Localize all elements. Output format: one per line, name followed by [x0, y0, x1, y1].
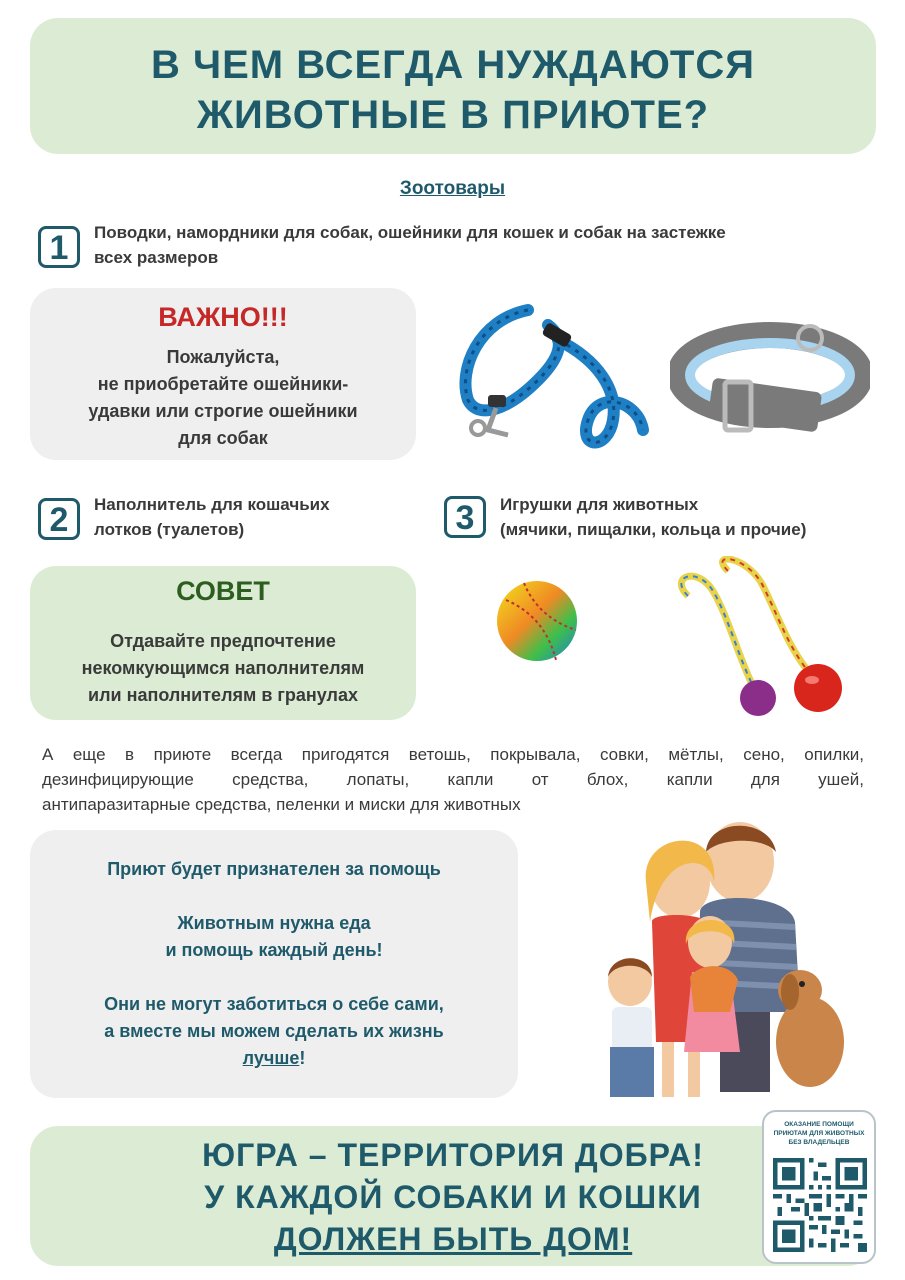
tip-box: [30, 566, 416, 720]
important-line1: Пожалуйста,: [166, 347, 280, 367]
page-title: [30, 40, 876, 140]
thanks-text: [30, 856, 518, 1072]
footer-slogan: [30, 1134, 876, 1260]
thanks-line1: Приют будет признателен за помощь: [107, 859, 441, 879]
thanks-line3: и помощь каждый день!: [165, 940, 383, 960]
item-text-1-line2: всех размеров: [94, 248, 219, 267]
item-number-2: 2: [38, 498, 80, 540]
extra-line1: А еще в приюте всегда пригодятся ветошь, покрывала, совки, мётлы, сено, опилки,: [42, 745, 864, 764]
item-text-2-line2: лотков (туалетов): [94, 520, 245, 539]
footer-line3: ДОЛЖЕН БЫТЬ ДОМ!: [273, 1221, 633, 1257]
thanks-line4: Они не могут заботиться о себе сами,: [104, 994, 444, 1014]
section-heading: Зоотовары: [399, 178, 506, 199]
thanks-box: [30, 830, 518, 1098]
important-line2: не приобретайте ошейники-: [97, 374, 349, 394]
important-line3: удавки или строгие ошейники: [88, 401, 358, 421]
item-number-3: 3: [444, 496, 486, 538]
qr-caption-line2: ПРИЮТАМ ДЛЯ ЖИВОТНЫХ: [773, 1130, 865, 1137]
extra-line2: дезинфицирующие средства, лопаты, капли от блох, капли для ушей,: [42, 770, 864, 789]
footer-line1: ЮГРА – ТЕРРИТОРИЯ ДОБРА!: [202, 1137, 704, 1173]
tip-text: [30, 628, 416, 709]
extra-paragraph: [42, 742, 864, 817]
family-illustration: [590, 812, 870, 1110]
page-title-line1: В ЧЕМ ВСЕГДА НУЖДАЮТСЯ: [151, 43, 755, 87]
item-text-3-line1: Игрушки для животных: [500, 495, 699, 514]
rope-toy-image: [658, 556, 848, 726]
extra-line3: антипаразитарные средства, пеленки и миски для животных: [42, 795, 521, 814]
ball-toy-image: [494, 578, 580, 664]
thanks-line5: а вместе мы можем сделать их жизнь: [104, 1021, 444, 1041]
footer-banner: [30, 1126, 876, 1266]
qr-caption-line3: БЕЗ ВЛАДЕЛЬЦЕВ: [788, 1139, 850, 1146]
qr-code-icon[interactable]: [773, 1158, 867, 1252]
thanks-line6: [30, 1045, 518, 1072]
important-box: [30, 288, 416, 460]
header-banner: [30, 18, 876, 154]
item-text-2: [94, 492, 414, 542]
leash-image: [448, 300, 658, 460]
tip-line3: или наполнителям в гранулах: [88, 685, 358, 705]
item-number-1: 1: [38, 226, 80, 268]
collar-image: [670, 320, 870, 450]
item-text-3: [500, 492, 890, 542]
important-line4: для собак: [178, 428, 268, 448]
item-text-1-line1: Поводки, намордники для собак, ошейники для кошек и собак на застежке: [94, 223, 726, 242]
page-title-line2: ЖИВОТНЫЕ В ПРИЮТЕ?: [196, 93, 710, 137]
footer-line2: У КАЖДОЙ СОБАКИ И КОШКИ: [204, 1179, 702, 1215]
important-text: [30, 344, 416, 452]
thanks-better-word: лучше: [242, 1048, 300, 1068]
thanks-line2: Животным нужна еда: [177, 913, 371, 933]
important-title: ВАЖНО!!!: [158, 302, 288, 332]
tip-line1: Отдавайте предпочтение: [110, 631, 336, 651]
qr-caption-line1: ОКАЗАНИЕ ПОМОЩИ: [784, 1121, 854, 1128]
tip-title: СОВЕТ: [176, 576, 270, 606]
item-text-2-line1: Наполнитель для кошачьих: [94, 495, 330, 514]
thanks-exclamation: !: [299, 1048, 306, 1068]
item-text-3-line2: (мячики, пищалки, кольца и прочие): [500, 520, 807, 539]
tip-line2: некомкующимся наполнителям: [81, 658, 365, 678]
qr-card[interactable]: [762, 1110, 876, 1264]
qr-caption: [764, 1120, 874, 1147]
item-text-1: [94, 220, 884, 270]
